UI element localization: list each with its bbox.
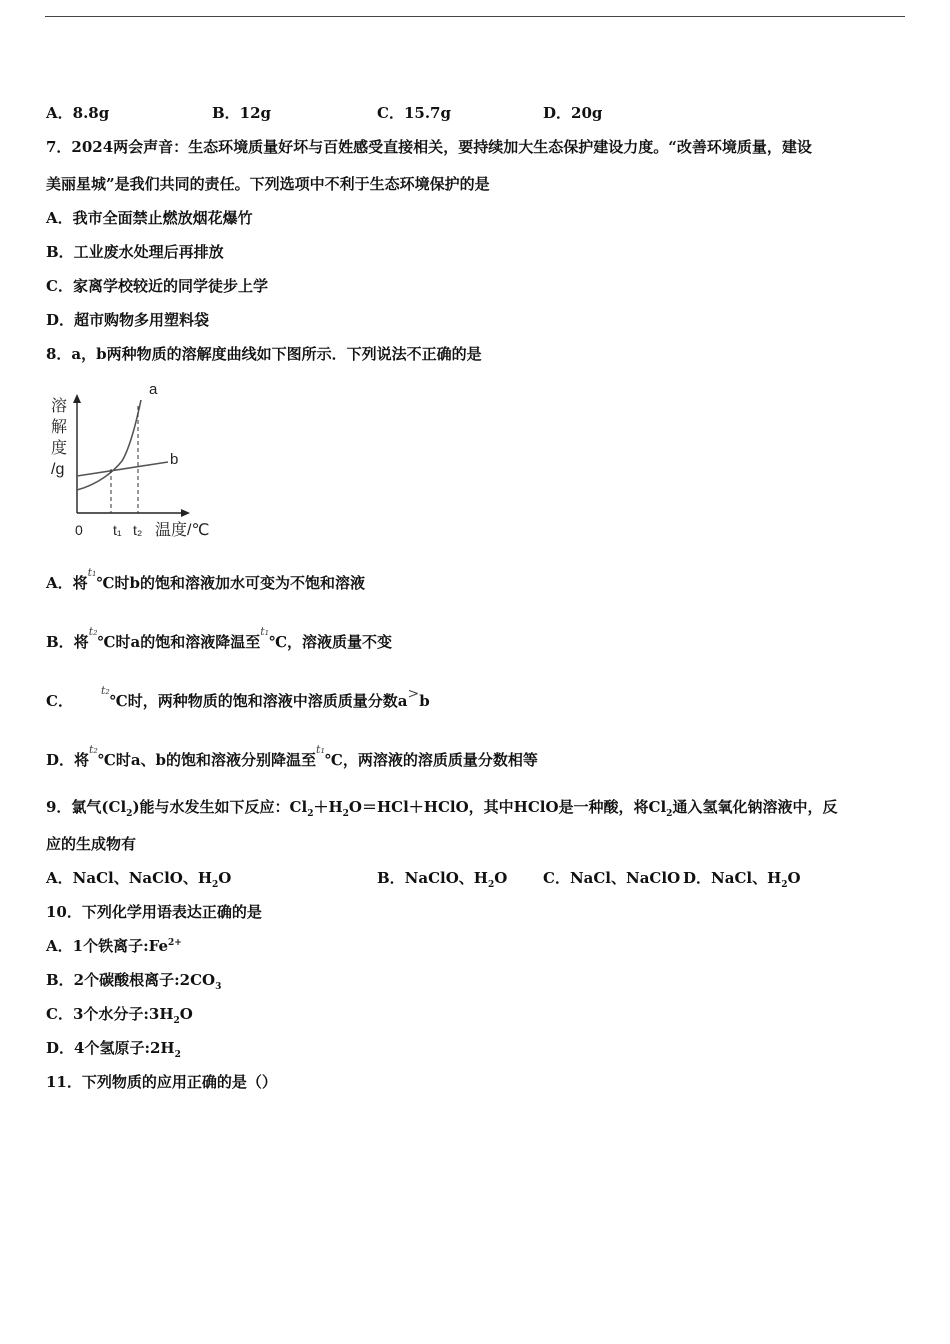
q7-option-c: C．家离学校较近的同学徒步上学 bbox=[46, 277, 268, 295]
q8-c-symbol: t₂ bbox=[100, 684, 110, 697]
q11-stem: 11．下列物质的应用正确的是（） bbox=[46, 1073, 277, 1091]
q9-text-4: O＝HCl＋HClO，其中HClO是一种酸，将Cl bbox=[348, 798, 667, 816]
q9-a-text: A．NaCl、NaClO、H bbox=[46, 869, 213, 887]
x-axis-arrow bbox=[181, 509, 190, 517]
curve-a bbox=[77, 400, 141, 490]
q10-option-c bbox=[46, 1004, 193, 1024]
q8-a-symbol: t₁ bbox=[87, 566, 97, 579]
origin-label: 0 bbox=[75, 522, 83, 538]
q9-text-1: 9．氯气(Cl bbox=[46, 798, 127, 816]
q8-option-c bbox=[46, 684, 430, 713]
q6-option-a: A．8.8g bbox=[46, 104, 110, 122]
q9-a-end: O bbox=[218, 869, 232, 887]
q8-c-prefix: C． bbox=[46, 692, 73, 710]
q8-c-greater-than: > bbox=[407, 686, 420, 702]
t2-label: t₂ bbox=[133, 522, 143, 538]
q10-c-sub: 2 bbox=[173, 1016, 180, 1026]
solubility-curve-graph bbox=[44, 378, 224, 546]
y-label-4: /g bbox=[51, 461, 65, 478]
q9-d-text: D．NaCl、H bbox=[683, 869, 782, 887]
header-rule bbox=[45, 16, 905, 17]
q10-option-d bbox=[46, 1038, 181, 1058]
q7-stem-line1: 7．2024两会声音：生态环境质量好坏与百姓感受直接相关，要持续加大生态保护建设力度。“改善环境质量，建设 bbox=[46, 138, 812, 156]
q8-c-mid: ℃时，两种物质的饱和溶液中溶质质量分数a bbox=[109, 692, 408, 710]
q8-a-prefix: A．将 bbox=[46, 574, 88, 592]
q8-b-symbol2: t₁ bbox=[260, 625, 270, 638]
q8-d-symbol2: t₁ bbox=[316, 743, 325, 756]
q10-a-sup: 2+ bbox=[168, 938, 182, 948]
y-axis-arrow bbox=[73, 394, 81, 403]
q8-a-text: ℃时b的饱和溶液加水可变为不饱和溶液 bbox=[96, 574, 365, 592]
x-axis-label: 温度/℃ bbox=[155, 522, 210, 539]
q8-b-text: ℃，溶液质量不变 bbox=[269, 633, 393, 651]
q8-d-symbol1: t₂ bbox=[89, 743, 98, 756]
q9-text-5: 通入氢氧化钠溶液中，反 bbox=[672, 798, 838, 816]
curve-a-label: a bbox=[149, 381, 158, 398]
q9-option-b bbox=[377, 868, 507, 888]
q9-text-2: )能与水发生如下反应：Cl bbox=[132, 798, 308, 816]
q9-option-a bbox=[46, 868, 231, 888]
q9-text-3: ＋H bbox=[313, 798, 343, 816]
q7-option-d: D．超市购物多用塑料袋 bbox=[46, 311, 210, 329]
q9-d-sub: 2 bbox=[781, 880, 788, 890]
q9-a-sub: 2 bbox=[212, 880, 219, 890]
q10-option-b bbox=[46, 970, 221, 990]
q7-option-a: A．我市全面禁止燃放烟花爆竹 bbox=[46, 209, 253, 227]
curve-b bbox=[77, 462, 168, 476]
q9-stem-line2: 应的生成物有 bbox=[46, 835, 137, 853]
q8-stem: 8．a，b两种物质的溶解度曲线如下图所示．下列说法不正确的是 bbox=[46, 345, 482, 363]
q8-b-symbol1: t₂ bbox=[88, 625, 98, 638]
q10-option-a bbox=[46, 936, 182, 956]
q8-d-prefix: D．将 bbox=[46, 751, 90, 769]
q8-b-mid: ℃时a的饱和溶液降温至 bbox=[97, 633, 261, 651]
q9-b-end: O bbox=[494, 869, 508, 887]
curve-b-label: b bbox=[170, 451, 179, 468]
q7-option-b: B．工业废水处理后再排放 bbox=[46, 243, 224, 261]
q8-option-a bbox=[46, 566, 365, 595]
q10-d-text: D．4个氢原子:2H bbox=[46, 1039, 175, 1057]
q10-b-text: B．2个碳酸根离子:2CO bbox=[46, 971, 216, 989]
q8-d-mid: ℃时a、b的饱和溶液分别降温至 bbox=[97, 751, 317, 769]
q10-b-sub: 3 bbox=[215, 982, 222, 992]
y-label-2: 解 bbox=[51, 419, 68, 436]
q8-d-text: ℃，两溶液的溶质质量分数相等 bbox=[324, 751, 538, 769]
y-label-1: 溶 bbox=[51, 398, 68, 415]
q8-b-prefix: B．将 bbox=[46, 633, 89, 651]
q9-sub-2: 2 bbox=[307, 809, 314, 819]
q9-option-d bbox=[683, 868, 801, 888]
q10-a-text: A．1个铁离子:Fe bbox=[46, 937, 168, 955]
q9-b-sub: 2 bbox=[487, 880, 495, 890]
q6-option-d: D．20g bbox=[543, 104, 603, 122]
q9-sub-1: 2 bbox=[126, 809, 133, 819]
q7-stem-line2: 美丽星城”是我们共同的责任。下列选项中不利于生态环境保护的是 bbox=[46, 175, 490, 193]
q8-option-d bbox=[46, 743, 538, 772]
q6-option-c: C．15.7g bbox=[377, 104, 451, 122]
q9-stem-line1 bbox=[46, 797, 837, 817]
q9-sub-3: 2 bbox=[342, 809, 349, 819]
q9-sub-4: 2 bbox=[666, 809, 673, 819]
q9-option-c: C．NaCl、NaClO bbox=[543, 869, 681, 887]
q6-option-b: B．12g bbox=[212, 104, 272, 122]
q10-stem: 10．下列化学用语表达正确的是 bbox=[46, 903, 262, 921]
q10-c-end: O bbox=[179, 1005, 193, 1023]
y-label-3: 度 bbox=[51, 440, 68, 457]
q10-d-sub: 2 bbox=[174, 1050, 181, 1060]
q9-d-end: O bbox=[787, 869, 801, 887]
q9-b-text: B．NaClO、H bbox=[377, 869, 488, 887]
t1-label: t₁ bbox=[113, 522, 122, 538]
q8-option-b bbox=[46, 625, 393, 654]
q10-c-text: C．3个水分子:3H bbox=[46, 1005, 174, 1023]
q8-c-text: b bbox=[419, 692, 430, 710]
